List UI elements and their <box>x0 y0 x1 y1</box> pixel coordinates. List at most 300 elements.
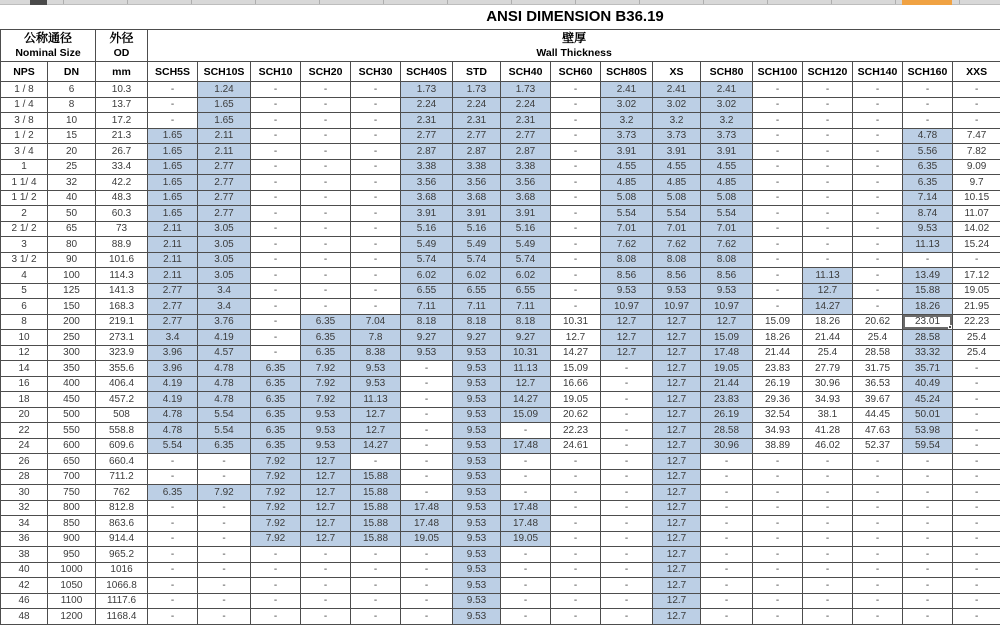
table-cell[interactable]: 32 <box>1 500 48 516</box>
table-cell[interactable]: 3.02 <box>653 97 701 113</box>
table-cell[interactable]: - <box>198 593 251 609</box>
table-cell[interactable]: - <box>803 469 853 485</box>
table-cell[interactable]: 4 <box>1 268 48 284</box>
table-cell[interactable]: - <box>753 283 803 299</box>
table-cell[interactable]: - <box>198 609 251 625</box>
table-cell[interactable]: 26.19 <box>701 407 753 423</box>
table-cell[interactable]: - <box>853 190 903 206</box>
table-cell[interactable]: 9.53 <box>453 593 501 609</box>
table-cell[interactable]: 2.41 <box>653 82 701 98</box>
table-cell[interactable]: 355.6 <box>96 361 148 377</box>
table-cell[interactable]: - <box>351 144 401 160</box>
table-cell[interactable]: - <box>903 252 953 268</box>
table-cell[interactable]: 45.24 <box>903 392 953 408</box>
table-cell[interactable]: - <box>753 206 803 222</box>
table-cell[interactable]: - <box>148 531 198 547</box>
nominal-size-group-header[interactable] <box>1 30 96 62</box>
table-cell[interactable]: 11.13 <box>501 361 551 377</box>
table-cell[interactable]: 914.4 <box>96 531 148 547</box>
table-cell[interactable]: 4.85 <box>701 175 753 191</box>
table-cell[interactable]: - <box>401 593 453 609</box>
table-cell[interactable]: 2.77 <box>148 299 198 315</box>
table-cell[interactable]: 9.53 <box>453 531 501 547</box>
table-cell[interactable]: 3.76 <box>198 314 251 330</box>
table-cell[interactable]: 660.4 <box>96 454 148 470</box>
table-cell[interactable]: - <box>551 454 601 470</box>
table-cell[interactable]: 1016 <box>96 562 148 578</box>
table-cell[interactable]: - <box>753 237 803 253</box>
table-cell[interactable]: - <box>803 252 853 268</box>
table-cell[interactable]: 12.7 <box>301 500 351 516</box>
col-header-mm[interactable]: mm <box>96 62 148 82</box>
table-cell[interactable]: 7.92 <box>301 392 351 408</box>
table-cell[interactable]: - <box>903 547 953 563</box>
table-cell[interactable]: - <box>601 438 653 454</box>
table-cell[interactable]: 7.11 <box>453 299 501 315</box>
table-cell[interactable]: 2.77 <box>198 159 251 175</box>
table-cell[interactable]: 10.97 <box>653 299 701 315</box>
table-cell[interactable]: - <box>351 237 401 253</box>
table-cell[interactable]: - <box>953 500 1000 516</box>
table-cell[interactable]: - <box>401 407 453 423</box>
table-cell[interactable]: 8.08 <box>601 252 653 268</box>
table-cell[interactable]: 863.6 <box>96 516 148 532</box>
table-cell[interactable]: 12.7 <box>601 345 653 361</box>
table-cell[interactable]: 12.7 <box>351 407 401 423</box>
table-cell[interactable]: 6.35 <box>903 159 953 175</box>
table-cell[interactable]: 3.2 <box>701 113 753 129</box>
table-cell[interactable]: 2 <box>1 206 48 222</box>
table-cell[interactable]: 1200 <box>48 609 96 625</box>
table-cell[interactable]: - <box>551 82 601 98</box>
table-cell[interactable]: - <box>551 190 601 206</box>
table-cell[interactable]: - <box>803 485 853 501</box>
table-cell[interactable]: 2.11 <box>148 268 198 284</box>
table-cell[interactable]: - <box>953 438 1000 454</box>
table-cell[interactable]: - <box>853 547 903 563</box>
table-cell[interactable]: 9.53 <box>453 609 501 625</box>
table-cell[interactable]: - <box>198 516 251 532</box>
table-cell[interactable]: - <box>953 97 1000 113</box>
table-cell[interactable]: 12.7 <box>653 609 701 625</box>
table-cell[interactable]: 15.88 <box>351 531 401 547</box>
fill-handle[interactable] <box>948 325 952 329</box>
table-cell[interactable]: - <box>953 376 1000 392</box>
table-cell[interactable]: 10.97 <box>601 299 653 315</box>
table-cell[interactable]: 9.53 <box>351 376 401 392</box>
table-cell[interactable]: - <box>903 454 953 470</box>
table-cell[interactable]: 3.02 <box>601 97 653 113</box>
table-cell[interactable]: - <box>953 454 1000 470</box>
table-cell[interactable]: - <box>501 609 551 625</box>
table-cell[interactable]: - <box>551 562 601 578</box>
table-cell[interactable]: 114.3 <box>96 268 148 284</box>
table-cell[interactable]: 12.7 <box>653 500 701 516</box>
table-cell[interactable]: 21.44 <box>701 376 753 392</box>
table-cell[interactable]: - <box>803 531 853 547</box>
table-cell[interactable]: 1.65 <box>148 206 198 222</box>
table-cell[interactable]: - <box>251 159 301 175</box>
table-cell[interactable]: 3.73 <box>653 128 701 144</box>
table-cell[interactable]: - <box>351 268 401 284</box>
table-cell[interactable]: 48.3 <box>96 190 148 206</box>
table-cell[interactable]: - <box>251 283 301 299</box>
table-cell[interactable]: - <box>301 609 351 625</box>
table-cell[interactable]: 7.01 <box>653 221 701 237</box>
table-cell[interactable]: - <box>301 578 351 594</box>
table-cell[interactable]: 4.78 <box>148 423 198 439</box>
table-cell[interactable]: 36.53 <box>853 376 903 392</box>
table-cell[interactable]: 30.96 <box>701 438 753 454</box>
table-cell[interactable]: 9.53 <box>453 578 501 594</box>
table-cell[interactable]: 28.58 <box>701 423 753 439</box>
table-cell[interactable]: 36 <box>1 531 48 547</box>
table-cell[interactable]: - <box>753 221 803 237</box>
table-cell[interactable]: 5.49 <box>453 237 501 253</box>
table-cell[interactable]: 40.49 <box>903 376 953 392</box>
table-cell[interactable]: 32.54 <box>753 407 803 423</box>
table-cell[interactable]: 20 <box>48 144 96 160</box>
table-cell[interactable]: - <box>351 593 401 609</box>
table-cell[interactable]: - <box>301 159 351 175</box>
table-cell[interactable]: 9.53 <box>301 423 351 439</box>
table-cell[interactable]: - <box>551 252 601 268</box>
table-cell[interactable]: 6.55 <box>501 283 551 299</box>
table-cell[interactable]: 40 <box>48 190 96 206</box>
table-cell[interactable]: 22 <box>1 423 48 439</box>
table-cell[interactable]: 200 <box>48 314 96 330</box>
table-cell[interactable]: 9.27 <box>501 330 551 346</box>
table-cell[interactable]: - <box>953 469 1000 485</box>
table-cell[interactable]: 4.85 <box>601 175 653 191</box>
table-cell[interactable]: - <box>301 206 351 222</box>
table-cell[interactable]: 9.53 <box>351 361 401 377</box>
table-cell[interactable]: 1.65 <box>148 128 198 144</box>
table-cell[interactable]: 7.04 <box>351 314 401 330</box>
table-cell[interactable]: - <box>301 128 351 144</box>
table-cell[interactable]: - <box>803 82 853 98</box>
table-cell[interactable]: 6.35 <box>198 438 251 454</box>
table-cell[interactable]: 18.26 <box>803 314 853 330</box>
table-cell[interactable]: 508 <box>96 407 148 423</box>
table-cell[interactable]: 90 <box>48 252 96 268</box>
table-cell[interactable]: - <box>551 268 601 284</box>
table-cell[interactable]: 40 <box>1 562 48 578</box>
table-cell[interactable]: - <box>701 454 753 470</box>
table-cell[interactable]: - <box>251 237 301 253</box>
table-cell[interactable]: 15.09 <box>753 314 803 330</box>
table-cell[interactable]: 558.8 <box>96 423 148 439</box>
table-cell[interactable]: 12.7 <box>653 330 701 346</box>
table-cell[interactable]: - <box>753 547 803 563</box>
table-cell[interactable]: 33.4 <box>96 159 148 175</box>
table-cell[interactable]: - <box>853 221 903 237</box>
table-cell[interactable]: 5.54 <box>701 206 753 222</box>
table-cell[interactable]: - <box>953 407 1000 423</box>
table-cell[interactable]: - <box>351 299 401 315</box>
table-cell[interactable]: - <box>551 609 601 625</box>
table-cell[interactable]: 273.1 <box>96 330 148 346</box>
table-cell[interactable]: - <box>551 144 601 160</box>
table-cell[interactable]: 5.16 <box>501 221 551 237</box>
table-cell[interactable]: - <box>401 485 453 501</box>
table-cell[interactable]: - <box>953 82 1000 98</box>
table-cell[interactable]: - <box>753 128 803 144</box>
table-cell[interactable]: - <box>753 113 803 129</box>
table-cell[interactable]: 2.41 <box>701 82 753 98</box>
table-cell[interactable]: - <box>251 175 301 191</box>
table-cell[interactable]: 250 <box>48 330 96 346</box>
table-cell[interactable]: - <box>198 500 251 516</box>
table-cell[interactable]: 12.7 <box>701 314 753 330</box>
table-cell[interactable]: 46 <box>1 593 48 609</box>
table-cell[interactable]: 4.57 <box>198 345 251 361</box>
table-cell[interactable]: 8.56 <box>701 268 753 284</box>
table-cell[interactable]: 12.7 <box>653 438 701 454</box>
table-cell[interactable]: - <box>551 500 601 516</box>
table-cell[interactable]: - <box>701 609 753 625</box>
table-cell[interactable]: 19.05 <box>501 531 551 547</box>
table-cell[interactable]: - <box>803 454 853 470</box>
table-cell[interactable]: 9.53 <box>453 547 501 563</box>
table-cell[interactable]: 2.31 <box>401 113 453 129</box>
table-cell[interactable]: - <box>551 547 601 563</box>
table-cell[interactable]: 4.85 <box>653 175 701 191</box>
table-cell[interactable]: 9.53 <box>453 376 501 392</box>
table-cell[interactable]: 9.53 <box>653 283 701 299</box>
table-cell[interactable]: - <box>351 252 401 268</box>
table-cell[interactable]: 46.02 <box>803 438 853 454</box>
table-cell[interactable]: - <box>251 547 301 563</box>
table-cell[interactable]: - <box>198 531 251 547</box>
table-cell[interactable]: 6.35 <box>251 392 301 408</box>
table-cell[interactable]: - <box>251 593 301 609</box>
table-cell[interactable]: - <box>853 593 903 609</box>
table-cell[interactable]: - <box>753 268 803 284</box>
table-cell[interactable]: 323.9 <box>96 345 148 361</box>
table-cell[interactable]: - <box>601 392 653 408</box>
table-cell[interactable]: 2.87 <box>453 144 501 160</box>
table-cell[interactable]: 8.38 <box>351 345 401 361</box>
table-cell[interactable]: 14.27 <box>551 345 601 361</box>
table-cell[interactable]: 5.49 <box>401 237 453 253</box>
table-cell[interactable]: - <box>853 562 903 578</box>
table-cell[interactable]: - <box>803 237 853 253</box>
table-cell[interactable]: 12.7 <box>653 469 701 485</box>
table-cell[interactable]: 13.49 <box>903 268 953 284</box>
table-cell[interactable]: 7.8 <box>351 330 401 346</box>
table-cell[interactable]: 19.05 <box>401 531 453 547</box>
table-cell[interactable]: - <box>401 438 453 454</box>
table-cell[interactable]: 9.27 <box>453 330 501 346</box>
col-header-xs[interactable]: XS <box>653 62 701 82</box>
table-cell[interactable]: - <box>401 547 453 563</box>
table-cell[interactable]: - <box>853 113 903 129</box>
table-cell[interactable]: 12.7 <box>653 345 701 361</box>
table-cell[interactable]: - <box>601 578 653 594</box>
table-cell[interactable]: 25.4 <box>803 345 853 361</box>
table-cell[interactable]: 3.38 <box>501 159 551 175</box>
table-cell[interactable]: - <box>753 531 803 547</box>
table-cell[interactable]: 17.48 <box>401 516 453 532</box>
table-cell[interactable]: 5.56 <box>903 144 953 160</box>
table-cell[interactable]: 2.77 <box>453 128 501 144</box>
table-cell[interactable]: 12.7 <box>803 283 853 299</box>
table-cell[interactable]: 28 <box>1 469 48 485</box>
table-cell[interactable]: 3.4 <box>198 283 251 299</box>
table-cell[interactable]: 2.41 <box>601 82 653 98</box>
table-cell[interactable]: - <box>953 562 1000 578</box>
table-cell[interactable]: 8.74 <box>903 206 953 222</box>
table-cell[interactable]: - <box>701 578 753 594</box>
table-cell[interactable]: - <box>551 531 601 547</box>
table-cell[interactable]: 7.82 <box>953 144 1000 160</box>
table-cell[interactable]: 11.13 <box>903 237 953 253</box>
table-cell[interactable]: - <box>601 469 653 485</box>
table-cell[interactable]: - <box>953 578 1000 594</box>
table-cell[interactable]: - <box>853 82 903 98</box>
table-cell[interactable]: 8.18 <box>401 314 453 330</box>
table-cell[interactable]: - <box>251 144 301 160</box>
table-cell[interactable]: 7.92 <box>251 454 301 470</box>
table-cell[interactable]: - <box>148 82 198 98</box>
table-cell[interactable]: - <box>853 144 903 160</box>
table-cell[interactable]: 34.93 <box>753 423 803 439</box>
table-cell[interactable]: - <box>301 97 351 113</box>
table-cell[interactable]: 7.62 <box>601 237 653 253</box>
table-cell[interactable]: - <box>198 469 251 485</box>
table-cell[interactable]: 1117.6 <box>96 593 148 609</box>
table-cell[interactable]: - <box>601 562 653 578</box>
table-cell[interactable]: 7.11 <box>401 299 453 315</box>
table-cell[interactable]: - <box>953 113 1000 129</box>
table-cell[interactable]: 5.54 <box>198 423 251 439</box>
table-cell[interactable]: 12.7 <box>653 593 701 609</box>
col-header-sch140[interactable]: SCH140 <box>853 62 903 82</box>
table-cell[interactable]: 2.77 <box>198 190 251 206</box>
table-cell[interactable]: - <box>401 392 453 408</box>
table-cell[interactable]: 10 <box>1 330 48 346</box>
col-header-std[interactable]: STD <box>453 62 501 82</box>
table-cell[interactable]: - <box>853 97 903 113</box>
table-cell[interactable]: 3.96 <box>148 345 198 361</box>
table-cell[interactable]: 1.65 <box>148 144 198 160</box>
table-cell[interactable]: 457.2 <box>96 392 148 408</box>
table-cell[interactable]: 4.19 <box>148 376 198 392</box>
table-cell[interactable]: 141.3 <box>96 283 148 299</box>
table-cell[interactable]: - <box>903 82 953 98</box>
table-cell[interactable]: - <box>148 500 198 516</box>
table-cell[interactable]: - <box>551 237 601 253</box>
table-cell[interactable]: - <box>753 593 803 609</box>
table-cell[interactable]: - <box>501 454 551 470</box>
table-cell[interactable]: 9.53 <box>903 221 953 237</box>
table-cell[interactable]: - <box>903 609 953 625</box>
table-cell[interactable]: 6.35 <box>148 485 198 501</box>
table-cell[interactable]: - <box>351 206 401 222</box>
table-cell[interactable]: 12.7 <box>653 454 701 470</box>
table-cell[interactable]: - <box>148 547 198 563</box>
table-cell[interactable]: 15.09 <box>551 361 601 377</box>
table-cell[interactable]: 5.16 <box>401 221 453 237</box>
table-cell[interactable]: 1.73 <box>453 82 501 98</box>
table-cell[interactable]: 38 <box>1 547 48 563</box>
table-cell[interactable]: 1.65 <box>148 190 198 206</box>
table-cell[interactable]: - <box>148 113 198 129</box>
table-cell[interactable]: 6.35 <box>251 407 301 423</box>
table-cell[interactable]: 6 <box>48 82 96 98</box>
table-cell[interactable]: - <box>251 578 301 594</box>
table-cell[interactable]: 3 / 4 <box>1 144 48 160</box>
table-cell[interactable]: 11.13 <box>803 268 853 284</box>
table-cell[interactable]: 4.55 <box>701 159 753 175</box>
table-cell[interactable]: - <box>301 268 351 284</box>
table-cell[interactable]: - <box>701 531 753 547</box>
table-cell[interactable]: 31.75 <box>853 361 903 377</box>
table-cell[interactable]: 2.11 <box>148 237 198 253</box>
table-cell[interactable]: 9.53 <box>453 516 501 532</box>
table-cell[interactable]: 14.27 <box>803 299 853 315</box>
table-cell[interactable]: 7.01 <box>701 221 753 237</box>
table-cell[interactable]: - <box>601 376 653 392</box>
table-cell[interactable]: 3.2 <box>653 113 701 129</box>
table-cell[interactable]: - <box>903 113 953 129</box>
table-cell[interactable]: 12.7 <box>301 454 351 470</box>
table-cell[interactable]: 1.65 <box>198 113 251 129</box>
table-cell[interactable]: 101.6 <box>96 252 148 268</box>
table-cell[interactable]: 17.48 <box>401 500 453 516</box>
table-cell[interactable]: 17.12 <box>953 268 1000 284</box>
table-cell[interactable]: 3.4 <box>148 330 198 346</box>
table-cell[interactable]: - <box>853 237 903 253</box>
table-cell[interactable]: 15.88 <box>903 283 953 299</box>
table-cell[interactable]: - <box>301 283 351 299</box>
table-cell[interactable]: 3.91 <box>401 206 453 222</box>
table-cell[interactable]: - <box>853 500 903 516</box>
table-cell[interactable]: - <box>251 128 301 144</box>
table-cell[interactable]: 600 <box>48 438 96 454</box>
table-cell[interactable]: 18 <box>1 392 48 408</box>
table-cell[interactable]: - <box>803 159 853 175</box>
table-cell[interactable]: - <box>301 144 351 160</box>
table-cell[interactable]: 700 <box>48 469 96 485</box>
table-cell[interactable]: 6.35 <box>301 345 351 361</box>
table-cell[interactable]: - <box>953 593 1000 609</box>
table-cell[interactable]: 7.92 <box>251 531 301 547</box>
table-cell[interactable]: 150 <box>48 299 96 315</box>
table-cell[interactable]: - <box>351 562 401 578</box>
table-cell[interactable]: 168.3 <box>96 299 148 315</box>
table-cell[interactable]: - <box>601 485 653 501</box>
table-cell[interactable]: - <box>251 113 301 129</box>
table-cell[interactable]: - <box>803 221 853 237</box>
table-cell[interactable]: 711.2 <box>96 469 148 485</box>
table-cell[interactable]: - <box>753 144 803 160</box>
table-cell[interactable]: - <box>853 485 903 501</box>
table-cell[interactable]: - <box>351 609 401 625</box>
table-cell[interactable]: 6.02 <box>501 268 551 284</box>
table-cell[interactable]: - <box>301 252 351 268</box>
table-cell[interactable]: - <box>601 609 653 625</box>
table-cell[interactable]: - <box>853 283 903 299</box>
table-cell[interactable]: - <box>251 345 301 361</box>
table-cell[interactable]: 7.92 <box>251 485 301 501</box>
table-cell[interactable]: 9.53 <box>453 361 501 377</box>
table-cell[interactable]: 2.11 <box>198 144 251 160</box>
table-cell[interactable]: 3.38 <box>401 159 453 175</box>
table-cell[interactable]: 2.31 <box>501 113 551 129</box>
table-cell[interactable]: 2 1/ 2 <box>1 221 48 237</box>
